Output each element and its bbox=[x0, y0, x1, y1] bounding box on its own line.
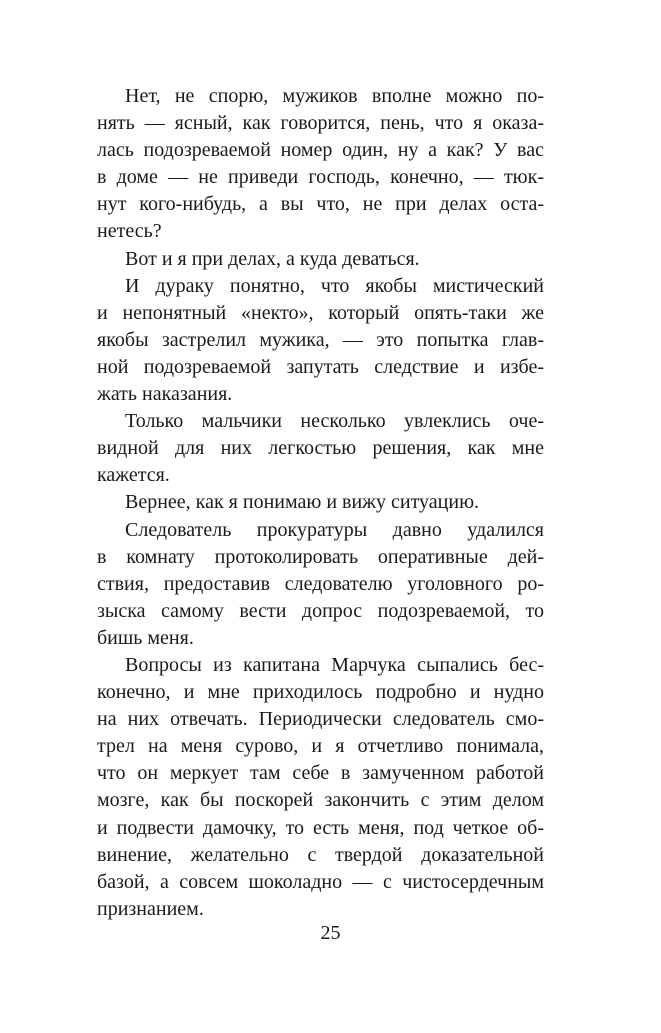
text-line: конечно, и мне приходилось подробно и нудно bbox=[97, 681, 544, 704]
text-line: нут кого-нибудь, а вы что, не при делах оста- bbox=[97, 193, 544, 216]
text-line: Нет, не спорю, мужиков вполне можно по- bbox=[125, 85, 544, 107]
text-line: Вернее, как я понимаю и вижу ситуацию. bbox=[125, 491, 480, 514]
paragraph-6 bbox=[97, 517, 544, 652]
paragraph-7 bbox=[97, 652, 544, 923]
text-line: признанием. bbox=[97, 897, 204, 920]
text-line: винение, желательно с твердой доказательной bbox=[97, 843, 544, 866]
text-line: в доме — не приведи господь, конечно, — тюк- bbox=[97, 166, 544, 189]
paragraph-1 bbox=[97, 83, 544, 246]
text-line: трел на меня сурово, и я отчетливо понимала, bbox=[97, 735, 544, 758]
text-line: бишь меня. bbox=[97, 626, 194, 649]
paragraph-3 bbox=[97, 273, 544, 408]
text-line: в комнату протоколировать оперативные дей- bbox=[97, 545, 544, 568]
text-line: Только мальчики несколько увлеклись оче- bbox=[125, 410, 544, 433]
text-line: что он меркует там себе в замученном работой bbox=[97, 762, 544, 785]
text-line: зыска самому вести допрос подозреваемой, то bbox=[97, 599, 544, 622]
text-line: и непонятный «некто», который опять-таки же bbox=[97, 301, 544, 324]
paragraph-2 bbox=[97, 246, 544, 273]
text-line: Вопросы из капитана Марчука сыпались бес- bbox=[125, 653, 544, 676]
text-line: лась подозреваемой номер один, ну а как? У вас bbox=[97, 139, 544, 162]
body-text bbox=[97, 83, 544, 923]
text-line: кажется. bbox=[97, 464, 170, 487]
paragraph-5 bbox=[97, 489, 544, 516]
text-line: Следователь прокуратуры давно удалился bbox=[125, 518, 544, 541]
text-line: якобы застрелил мужика, — это попытка глав- bbox=[97, 328, 544, 351]
text-line: нетесь? bbox=[97, 220, 162, 243]
text-line: мозге, как бы поскорей закончить с этим делом bbox=[97, 789, 544, 812]
text-line: и подвести дамочку, то есть меня, под четкое об- bbox=[97, 816, 544, 839]
text-line: видной для них легкостью решения, как мне bbox=[97, 437, 544, 460]
text-line: Вот и я при делах, а куда деваться. bbox=[125, 247, 420, 270]
text-line: на них отвечать. Периодически следователь смо- bbox=[97, 708, 544, 731]
page-number: 25 bbox=[320, 922, 341, 944]
text-line: жать наказания. bbox=[97, 383, 233, 406]
text-line: ной подозреваемой запутать следствие и избе- bbox=[97, 355, 544, 378]
text-line: И дураку понятно, что якобы мистический bbox=[125, 274, 544, 297]
text-line: нять — ясный, как говорится, пень, что я оказа- bbox=[97, 112, 544, 135]
text-line: базой, а совсем шоколадно — с чистосердечным bbox=[97, 870, 544, 893]
paragraph-4 bbox=[97, 408, 544, 489]
text-line: ствия, предоставив следователю уголовного ро- bbox=[97, 572, 544, 595]
